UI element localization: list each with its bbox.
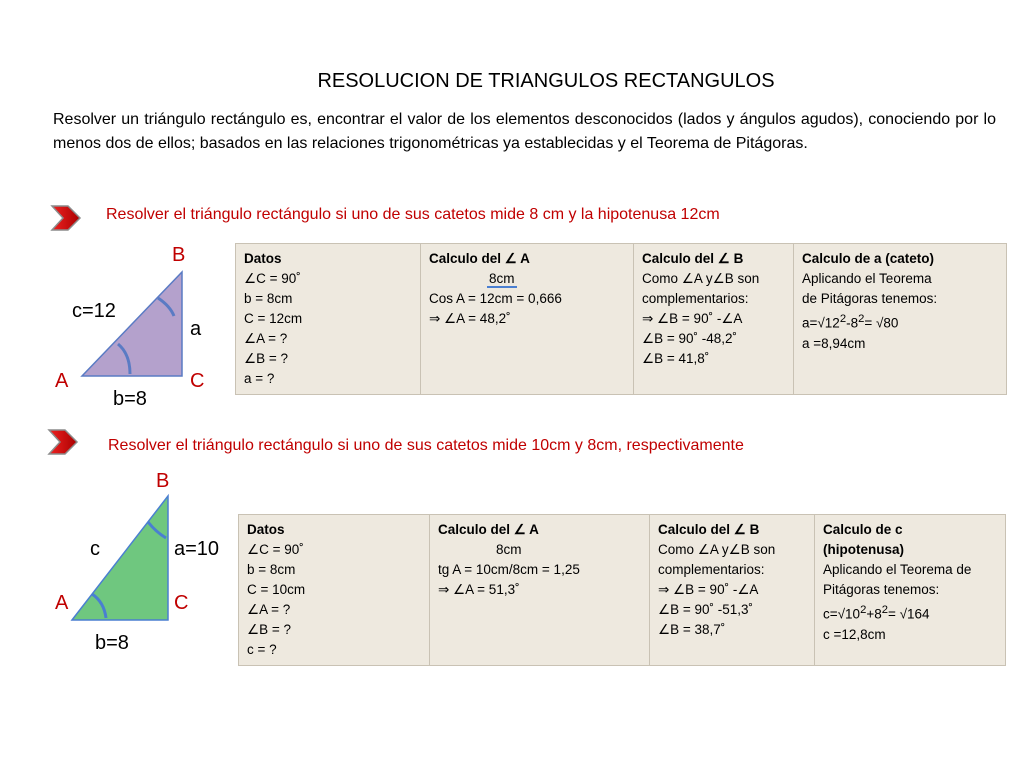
vertex-c-label: C — [174, 592, 189, 614]
problem-2-statement: Resolver el triángulo rectángulo si uno de sus catetos mide 10cm y 8cm, respectivamente — [108, 437, 744, 454]
vertex-c-label: C — [190, 370, 205, 392]
calc-b-cell: Calculo del ∠ B Como ∠A y∠B son complementarios: ⇒ ∠B = 90˚ -∠A ∠B = 90˚ -51,3˚ ∠B = 38,7˚ — [650, 515, 815, 666]
side-c-label: c=12 — [72, 300, 116, 322]
vertex-a-label: A — [55, 370, 69, 392]
calc-b-cell: Calculo del ∠ B Como ∠A y∠B son complementarios: ⇒ ∠B = 90˚ -∠A ∠B = 90˚ -48,2˚ ∠B = 41,8˚ — [634, 244, 794, 395]
arrow-right-icon — [47, 427, 79, 457]
calc-side-cell: Calculo de a (cateto) Aplicando el Teorema de Pitágoras tenemos: $a=√12^2-8^2= √80$ a =8,94cm — [794, 244, 1007, 395]
side-c-label: c — [90, 538, 100, 560]
triangle-2-shape — [72, 496, 168, 620]
vertex-b-label: B — [172, 244, 186, 266]
side-b-label: b=8 — [113, 388, 147, 410]
vertex-a-label: A — [55, 592, 69, 614]
calc-side-cell: Calculo de c (hipotenusa) Aplicando el Teorema de Pitágoras tenemos: $c=√10^2+8^2= √164$ c =12,8cm — [815, 515, 1006, 666]
triangle-2 — [68, 492, 178, 626]
calc-a-cell: Calculo del ∠ A 8cm Cos A = 12cm = 0,666 ⇒ ∠A = 48,2˚ — [421, 244, 634, 395]
datos-cell: Datos ∠C = 90˚ b = 8cm C = 10cm ∠A = ? ∠B = ? c = ? — [239, 515, 430, 666]
page-title: RESOLUCION DE TRIANGULOS RECTANGULOS — [317, 70, 775, 92]
side-a-label: a=10 — [174, 538, 220, 560]
datos-cell: Datos ∠C = 90˚ b = 8cm C = 12cm ∠A = ? ∠B = ? a = ? — [236, 244, 421, 395]
arrow-right-icon — [50, 203, 82, 233]
side-b-label: b=8 — [95, 632, 129, 654]
problem-2-table — [238, 514, 1006, 666]
calc-a-cell: Calculo del ∠ A 8cm tg A = 10cm/8cm = 1,25 ⇒ ∠A = 51,3˚ — [430, 515, 650, 666]
problem-1-statement: Resolver el triángulo rectángulo si uno de sus catetos mide 8 cm y la hipotenusa 12cm — [106, 206, 720, 223]
vertex-b-label: B — [156, 470, 170, 492]
problem-1-table — [235, 243, 1007, 395]
triangle-1-shape — [82, 272, 182, 376]
side-a-label: a — [190, 318, 202, 340]
intro-paragraph: Resolver un triángulo rectángulo es, encontrar el valor de los elementos desconocidos (lados y ángulos agudos), conociendo por lo menos dos de ellos; basados en las relaciones trigonométricas ya establecidas y el Teorema de Pitágoras. — [53, 111, 996, 152]
